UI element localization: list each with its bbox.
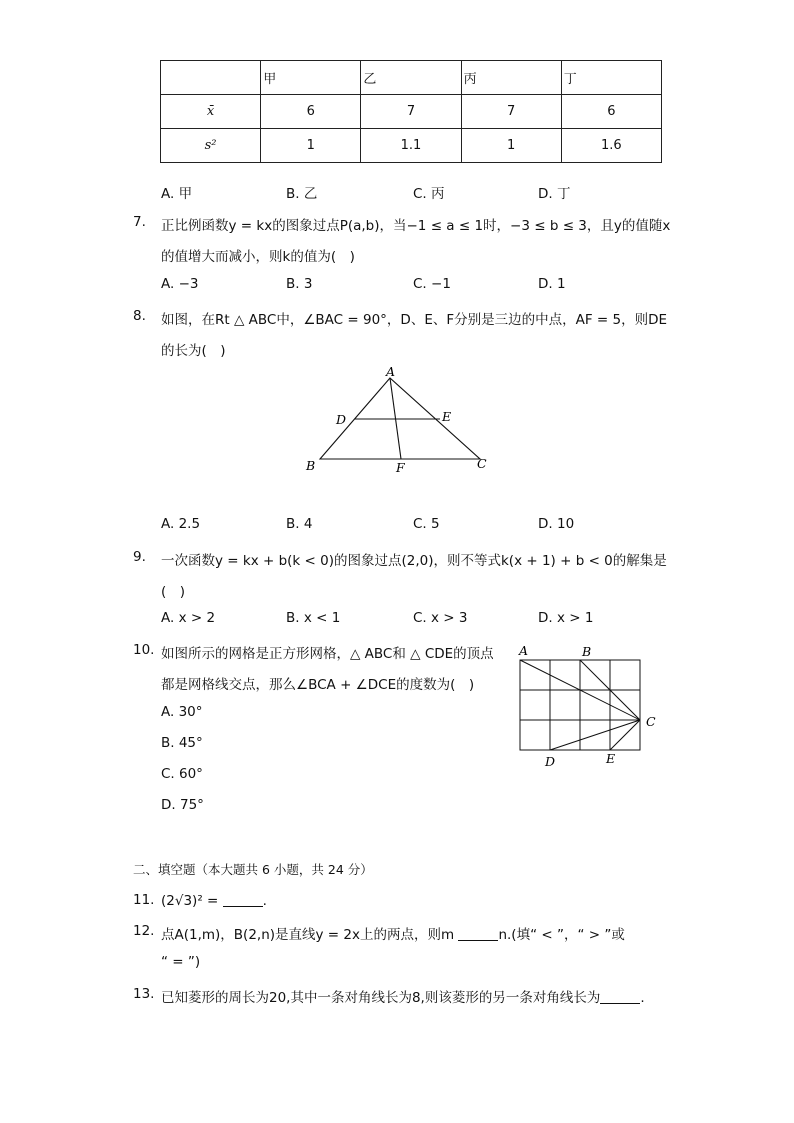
question-text: 都是网格线交点，那么∠BCA + ∠DCE的度数为( ) xyxy=(161,677,475,693)
option-c[interactable]: C. x > 3 xyxy=(413,610,468,626)
row-label-variance: s² xyxy=(161,129,261,163)
answer-blank[interactable] xyxy=(223,892,263,907)
question-text: 正比例函数y = kx的图象过点P(a,b)，当−1 ≤ a ≤ 1时，−3 ≤ b ≤ 3，且y的值随x xyxy=(161,218,671,234)
table-cell: 1 xyxy=(261,129,361,163)
option-c[interactable]: C. 60° xyxy=(161,766,203,782)
table-cell: 7 xyxy=(461,95,561,129)
question-text: 一次函数y = kx + b(k < 0)的图象过点(2,0)，则不等式k(x + 1) + b < 0的解集是 xyxy=(161,553,667,569)
label-d: D xyxy=(336,412,347,427)
label-e: E xyxy=(442,409,452,424)
label-d: D xyxy=(545,754,556,769)
triangle-figure xyxy=(300,362,500,477)
question-text-pre: 已知菱形的周长为20,其中一条对角线长为8,则该菱形的另一条对角线长为 xyxy=(161,990,601,1006)
table-header-row xyxy=(161,61,662,95)
question-text: 的长为( ) xyxy=(161,343,226,359)
question-number: 9. xyxy=(133,549,146,565)
table-cell: 6 xyxy=(561,95,661,129)
table-cell: 6 xyxy=(261,95,361,129)
question-text: 的值增大而减小，则k的值为( ) xyxy=(161,249,355,265)
option-d[interactable]: D. 75° xyxy=(161,797,204,813)
option-c[interactable]: C. −1 xyxy=(413,276,451,292)
label-b: B xyxy=(306,458,316,473)
option-b[interactable]: B. 45° xyxy=(161,735,203,751)
table-cell: 1.1 xyxy=(361,129,461,163)
expression: (2√3)² = xyxy=(161,893,219,909)
option-d[interactable]: D. 10 xyxy=(538,516,575,532)
option-b[interactable]: B. 乙 xyxy=(286,186,318,202)
table-header-cell: 丁 xyxy=(561,61,661,95)
table-header-cell: 甲 xyxy=(261,61,361,95)
option-a[interactable]: A. −3 xyxy=(161,276,199,292)
option-d[interactable]: D. x > 1 xyxy=(538,610,594,626)
question-text-pre: 点A(1,m)，B(2,n)是直线y = 2x上的两点，则m xyxy=(161,927,455,943)
question-text xyxy=(161,923,625,943)
label-a: A xyxy=(519,643,529,658)
table-header-cell xyxy=(161,61,261,95)
table-row xyxy=(161,95,662,129)
question-text: ( ) xyxy=(161,584,186,600)
option-a[interactable]: A. x > 2 xyxy=(161,610,216,626)
question-text-post: n.(填“ < ”，“ > ”或 xyxy=(498,927,625,943)
option-d[interactable]: D. 1 xyxy=(538,276,566,292)
stats-table xyxy=(160,60,662,163)
option-c[interactable]: C. 丙 xyxy=(413,186,445,202)
label-c: C xyxy=(477,456,487,471)
option-b[interactable]: B. 3 xyxy=(286,276,313,292)
question-text xyxy=(161,986,645,1006)
table-header-cell: 丙 xyxy=(461,61,561,95)
punctuation: . xyxy=(262,893,267,909)
option-b[interactable]: B. 4 xyxy=(286,516,313,532)
table-row xyxy=(161,129,662,163)
question-number: 12. xyxy=(133,923,155,939)
label-c: C xyxy=(646,714,656,729)
option-c[interactable]: C. 5 xyxy=(413,516,440,532)
question-text: 如图，在Rt △ ABC中，∠BAC = 90°，D、E、F分别是三边的中点，AF = 5，则DE xyxy=(161,312,668,328)
option-a[interactable]: A. 30° xyxy=(161,704,203,720)
label-a: A xyxy=(386,364,396,379)
label-b: B xyxy=(582,644,592,659)
option-d[interactable]: D. 丁 xyxy=(538,186,571,202)
option-a[interactable]: A. 甲 xyxy=(161,186,193,202)
question-number: 8. xyxy=(133,308,146,324)
question-number: 7. xyxy=(133,214,146,230)
square-grid xyxy=(520,660,640,750)
option-a[interactable]: A. 2.5 xyxy=(161,516,201,532)
question-number: 11. xyxy=(133,892,155,908)
table-header-cell: 乙 xyxy=(361,61,461,95)
question-text xyxy=(161,892,267,909)
punctuation: . xyxy=(640,990,645,1006)
table-cell: 1 xyxy=(461,129,561,163)
option-b[interactable]: B. x < 1 xyxy=(286,610,341,626)
question-text: 如图所示的网格是正方形网格，△ ABC和 △ CDE的顶点 xyxy=(161,646,494,662)
row-label-mean: x̄ xyxy=(161,95,261,129)
answer-blank[interactable] xyxy=(458,926,498,941)
question-number: 10. xyxy=(133,642,155,658)
table-cell: 7 xyxy=(361,95,461,129)
label-f: F xyxy=(396,460,405,475)
label-e: E xyxy=(606,751,616,766)
answer-blank[interactable] xyxy=(600,989,640,1004)
question-number: 13. xyxy=(133,986,155,1002)
table-cell: 1.6 xyxy=(561,129,661,163)
section-heading: 二、填空题（本大题共 6 小题，共 24 分） xyxy=(133,862,373,877)
question-text: “ = ”) xyxy=(161,954,201,970)
grid-figure xyxy=(510,642,660,772)
